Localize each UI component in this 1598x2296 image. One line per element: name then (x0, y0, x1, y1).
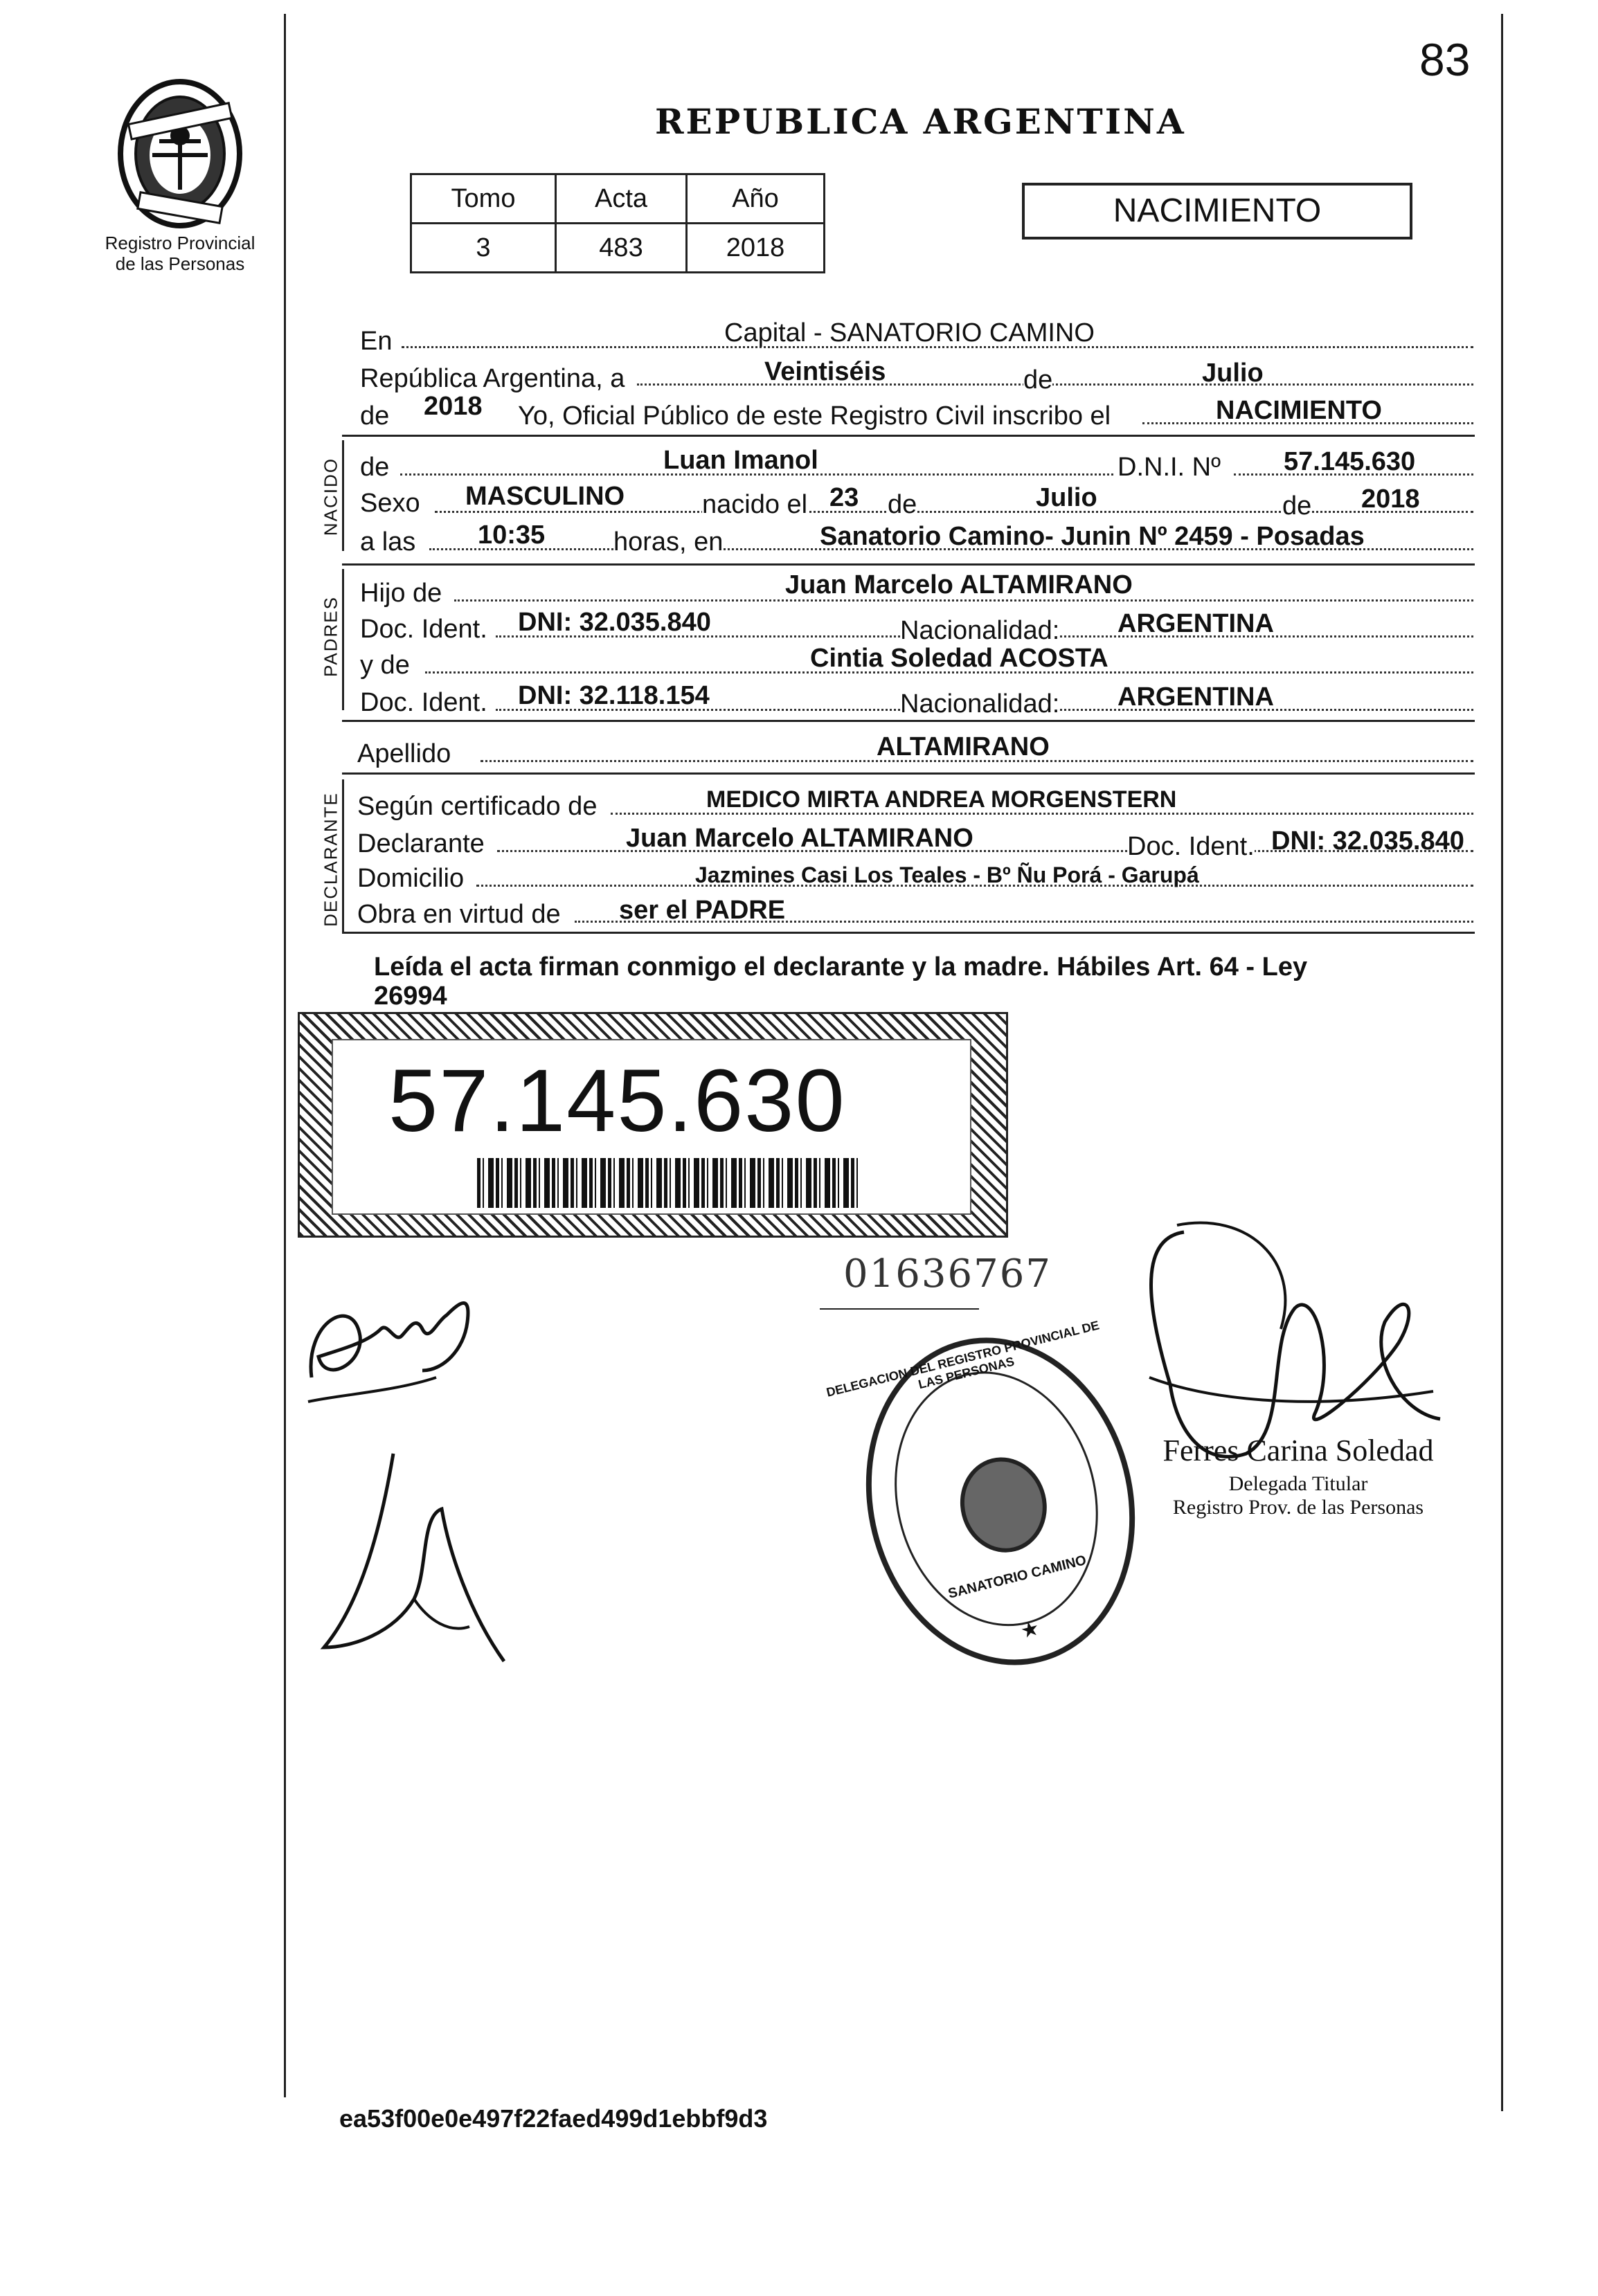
republica-label: República Argentina, a (360, 364, 625, 393)
hijo-label: Hijo de (360, 579, 442, 608)
y-de-label: y de (360, 651, 410, 680)
doc-label: Doc. Ident. (360, 615, 487, 644)
province-logo (111, 72, 249, 231)
acta-value: 483 (556, 224, 687, 273)
birth-month: Julio (1036, 483, 1097, 512)
child-name: Luan Imanol (663, 446, 818, 475)
year-value: 2018 (424, 392, 483, 421)
sexo-value: MASCULINO (465, 482, 625, 511)
doc-label: Doc. Ident. (1127, 832, 1255, 861)
nacido-bracket (342, 440, 344, 551)
sexo-label: Sexo (360, 489, 420, 518)
table-header: Tomo (411, 174, 556, 224)
nacido-section-label: NACIDO (320, 457, 341, 536)
registry-line1: Registro Provincial (105, 233, 255, 253)
dotted-leader (637, 383, 1473, 386)
dotted-leader (435, 511, 1473, 513)
declarante-label: Declarante (357, 829, 485, 858)
right-margin-line (1501, 14, 1503, 2111)
signatory-block (1142, 1433, 1454, 1519)
declarante-section-label: DECLARANTE (320, 792, 341, 927)
sticker-inner (332, 1039, 971, 1215)
apellido-label: Apellido (357, 739, 451, 768)
section-divider (342, 435, 1475, 437)
table-header: Acta (556, 174, 687, 224)
birth-day: 23 (829, 483, 859, 512)
signature-1 (298, 1274, 499, 1419)
seal-outer-text: DELEGACION DEL REGISTRO PROVINCIAL DE LAS PERSONAS (825, 1318, 1101, 1400)
dotted-leader (611, 813, 1473, 815)
en-label: En (360, 327, 393, 356)
place-value: Capital - SANATORIO CAMINO (724, 318, 1095, 347)
serial-underline (820, 1308, 979, 1310)
anio-value: 2018 (687, 224, 825, 273)
document-hash: ea53f00e0e497f22faed499d1ebbf9d3 (339, 2104, 768, 2133)
day-value: Veintiséis (764, 357, 886, 386)
sticker-number: 57.145.630 (388, 1051, 846, 1150)
mother-name: Cintia Soledad ACOSTA (810, 644, 1108, 673)
declarante-doc: DNI: 32.035.840 (1271, 826, 1464, 856)
barcode (477, 1158, 862, 1208)
de-label: de (1023, 365, 1053, 395)
padres-bracket (342, 569, 344, 710)
certificado-label: Según certificado de (357, 792, 598, 821)
obra-value: ser el PADRE (619, 896, 786, 925)
mother-nationality: ARGENTINA (1117, 683, 1274, 712)
signatory-title: Delegada Titular (1228, 1472, 1368, 1495)
signature-2 (310, 1440, 532, 1668)
de-label-2: de (360, 401, 390, 431)
horas-label: horas, en (613, 527, 724, 557)
domicilio-label: Domicilio (357, 864, 465, 893)
birth-time: 10:35 (478, 521, 546, 550)
closing-line2: 26994 (374, 982, 447, 1011)
seal-inner-text: SANATORIO CAMINO (946, 1552, 1088, 1602)
father-nationality: ARGENTINA (1117, 609, 1274, 638)
nacido-label: nacido el (702, 490, 808, 519)
left-margin-line (284, 14, 286, 2097)
padres-section-label: PADRES (320, 596, 341, 677)
section-divider (342, 563, 1475, 566)
month-value: Julio (1202, 359, 1264, 388)
child-dni: 57.145.630 (1284, 447, 1416, 476)
signatory-office: Registro Prov. de las Personas (1172, 1496, 1424, 1519)
a-las-label: a las (360, 527, 416, 557)
tomo-value: 3 (411, 224, 556, 273)
de-label: de (1282, 491, 1312, 521)
de-label: de (888, 490, 917, 519)
birth-year: 2018 (1361, 485, 1420, 514)
record-table (410, 173, 825, 273)
domicilio-value: Jazmines Casi Los Teales - Bº Ñu Porá - Garupá (695, 862, 1199, 887)
birth-place: Sanatorio Camino- Junin Nº 2459 - Posadas (820, 522, 1365, 551)
closing-line1: Leída el acta firman conmigo el declarante y la madre. Hábiles Art. 64 - Ley (374, 952, 1308, 982)
apellido-value: ALTAMIRANO (877, 732, 1050, 761)
dni-sticker (298, 1012, 1008, 1238)
certificado-value: MEDICO MIRTA ANDREA MORGENSTERN (706, 786, 1177, 813)
page-number: 83 (1419, 34, 1471, 85)
father-name: Juan Marcelo ALTAMIRANO (785, 570, 1133, 599)
serial-number: 01636767 (843, 1251, 1052, 1296)
father-doc: DNI: 32.035.840 (518, 608, 711, 637)
nacionalidad-label: Nacionalidad: (900, 689, 1060, 718)
signatory-name: Ferres Carina Soledad (1162, 1434, 1434, 1467)
registry-caption (83, 233, 277, 274)
mother-doc: DNI: 32.118.154 (518, 681, 710, 710)
dotted-leader (454, 599, 1473, 602)
section-divider (342, 932, 1475, 934)
dni-label: D.N.I. Nº (1117, 453, 1221, 482)
inscribo-value: NACIMIENTO (1216, 396, 1382, 425)
nacionalidad-label: Nacionalidad: (900, 616, 1060, 645)
document-title: REPUBLICA ARGENTINA (655, 101, 1186, 142)
seal-star-icon: ★ (1018, 1616, 1042, 1643)
closing-statement (374, 952, 1482, 1011)
obra-label: Obra en virtud de (357, 900, 561, 929)
declarante-value: Juan Marcelo ALTAMIRANO (626, 824, 973, 853)
table-header: Año (687, 174, 825, 224)
coat-of-arms-icon (111, 72, 249, 231)
registry-line2: de las Personas (115, 253, 245, 274)
inscribo-text: Yo, Oficial Público de este Registro Civil inscribo el (518, 401, 1111, 431)
section-divider (342, 720, 1475, 722)
section-divider (342, 772, 1475, 775)
doc-label: Doc. Ident. (360, 688, 487, 717)
act-type-box: NACIMIENTO (1022, 183, 1412, 239)
declarante-bracket (342, 779, 344, 932)
de-label: de (360, 453, 390, 482)
